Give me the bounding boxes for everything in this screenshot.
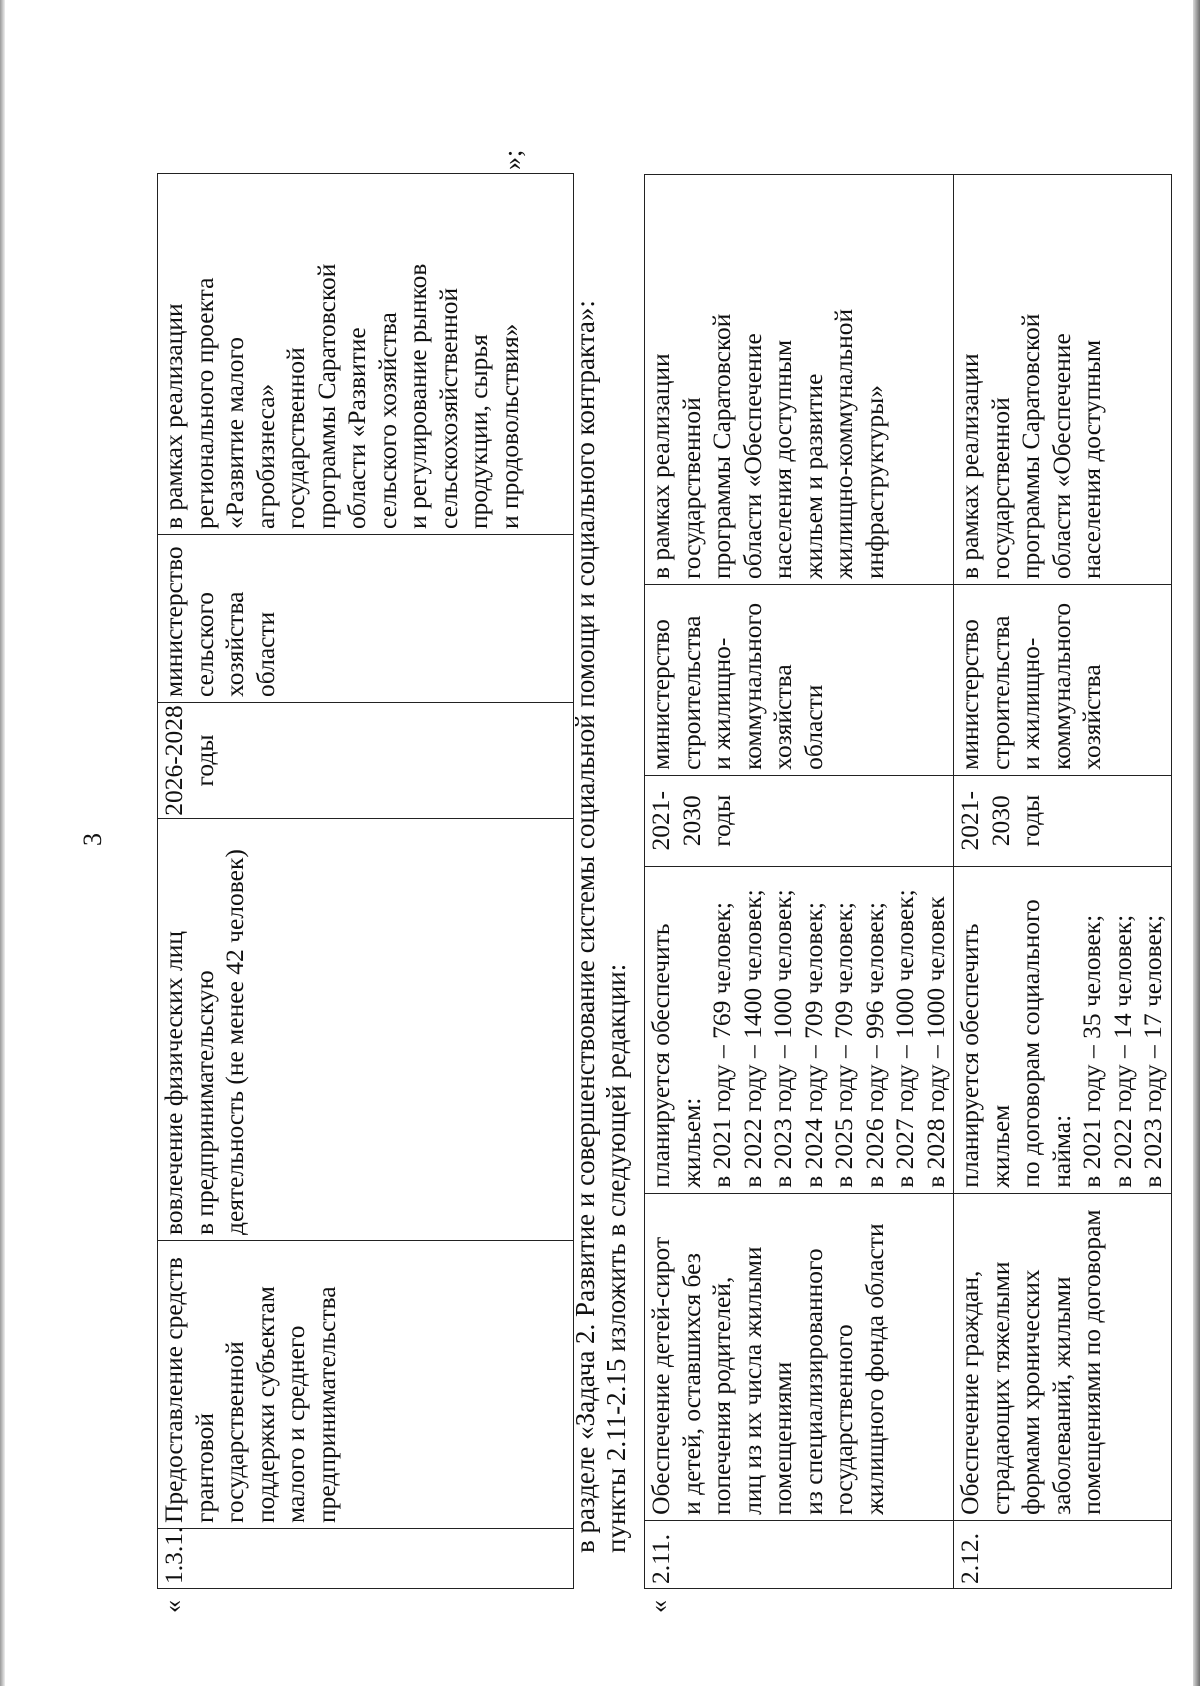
measures-table-2: [644, 174, 1172, 1589]
measure-name: Обеспечение граждан, страдающих тяжелыми формами хронических заболеваний, жилыми помещениями по договорам: [954, 1193, 1172, 1520]
executor: министерство сельского хозяйства области: [158, 535, 574, 703]
expected-result: планируется обеспечить жильем: в 2021 году – 769 человек; в 2022 году – 1400 человек; в 2023 году – 1000 человек; в 2024 году – 709 человек; в 2025 году – 709 человек; в 2026 году – 996 человек; в 2027 году – 1000 человек; в 2028 году – 1000 человек: [645, 866, 954, 1193]
opening-quote: «: [158, 1600, 187, 1613]
period: 2021-2030 годы: [645, 775, 954, 866]
row-number: 2.11.: [645, 1520, 954, 1588]
closing-quote: »;: [498, 149, 527, 170]
row-number: 2.12.: [954, 1520, 1172, 1588]
expected-result: планируется обеспечить жильем по договорам социального найма: в 2021 году – 35 человек; в 2022 году – 14 человек; в 2023 году – 17 человек;: [954, 866, 1172, 1193]
table-row: [954, 175, 1172, 1589]
note: в рамках реализации государственной программы Саратовской области «Обеспечение населения доступным жильем и развитие жилищно-коммунальной инфраструктуры»: [645, 175, 954, 585]
page-number: 3: [78, 833, 107, 846]
period: 2026-2028 годы: [158, 703, 574, 819]
expected-result: вовлечение физических лиц в предпринимательскую деятельность (не менее 42 человек): [158, 819, 574, 1241]
opening-quote: «: [644, 1600, 673, 1613]
row-number: 1.3.1.: [158, 1529, 574, 1589]
executor: министерство строительства и жилищно- коммунального хозяйства: [954, 585, 1172, 776]
section-intro-text: в разделе «Задача 2. Развитие и совершенствование системы социальной помощи и социального контракта»: пункты 2.11-2.15 изложить в следующей редакции:: [570, 300, 631, 1553]
table-row: [158, 174, 574, 1589]
table-row: [645, 175, 954, 1589]
executor: министерство строительства и жилищно- коммунального хозяйства области: [645, 585, 954, 776]
measure-name: Обеспечение детей-сирот и детей, оставшихся без попечения родителей, лиц из их числа жилыми помещениями из специализированного государственного жилищного фонда области: [645, 1193, 954, 1520]
period: 2021-2030 годы: [954, 775, 1172, 866]
note: в рамках реализации регионального проекта «Развитие малого агробизнеса» государственной программы Саратовской области «Развитие сельского хозяйства и регулирование рынков сельскохозяйственной продукции, сырья и продовольствия»: [158, 174, 574, 535]
note: в рамках реализации государственной программы Саратовской области «Обеспечение населения доступным: [954, 175, 1172, 585]
measure-name: Предоставление средств грантовой государственной поддержки субъектам малого и среднего предпринимательства: [158, 1241, 574, 1529]
measures-table-1: [157, 173, 574, 1589]
